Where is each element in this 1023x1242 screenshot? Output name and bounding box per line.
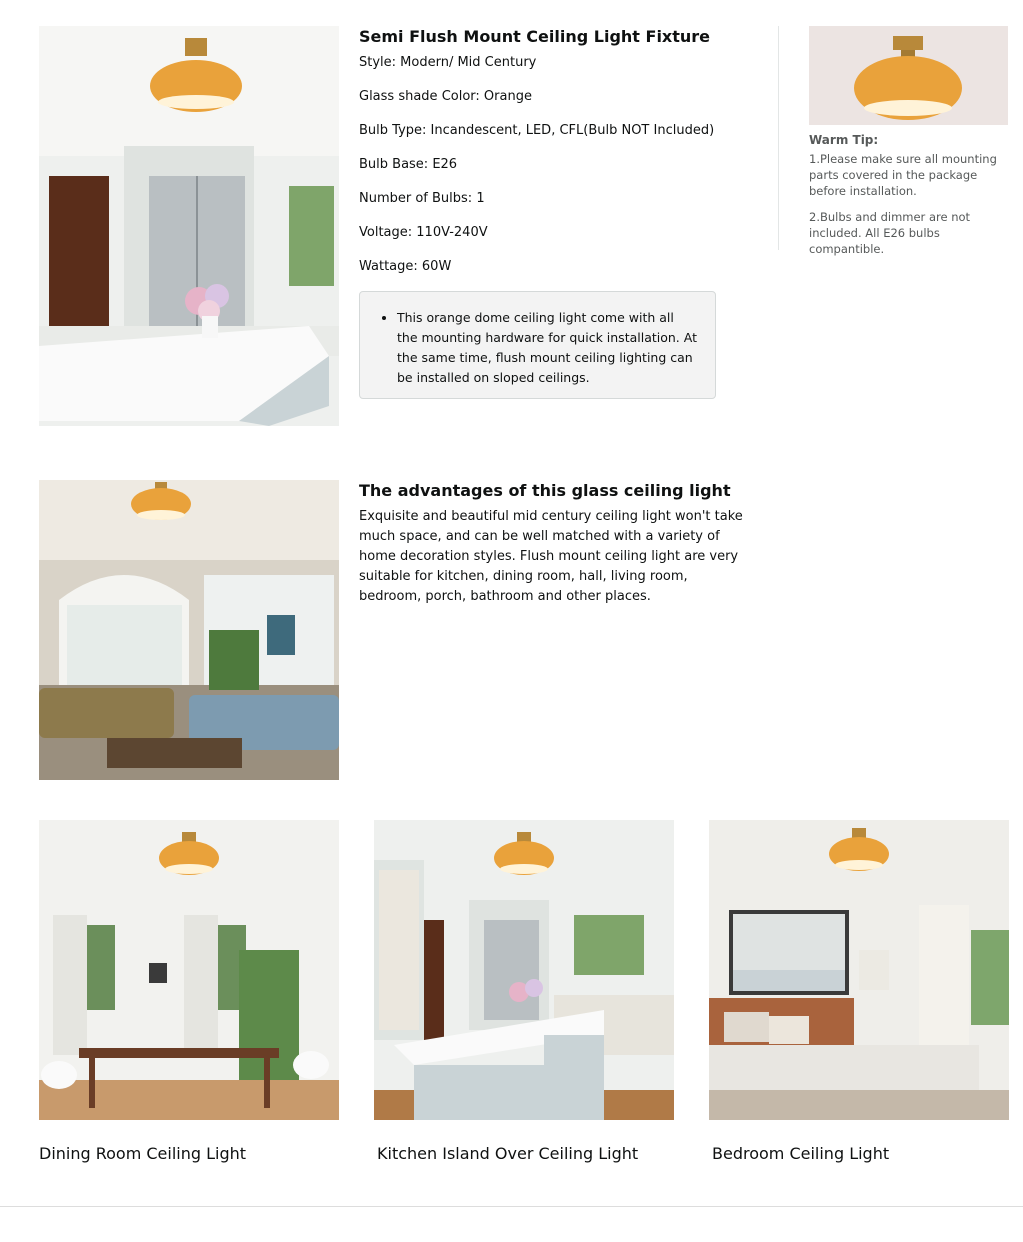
feature-bullet-box [359,291,716,399]
light-fixture-thumbnail [809,26,1008,125]
spec-shade-color: Glass shade Color: Orange [359,89,532,104]
feature-bullet-item: • This orange dome ceiling light come with all the mounting hardware for quick installation. At the same time, flush mount ceiling lighting can be installed on sloped ceilings. [397,308,697,388]
spec-voltage: Voltage: 110V-240V [359,225,488,240]
advantages-title: The advantages of this glass ceiling light [359,481,731,500]
bedroom-photo [709,820,1009,1120]
spec-style: Style: Modern/ Mid Century [359,55,537,70]
living-room-photo [39,480,339,780]
advantages-description: Exquisite and beautiful mid century ceiling light won't take much space, and can be well matched with a variety of home decoration styles. Flush mount ceiling light are very suitable for kitchen, dining room, hall, living room, bedroom, porch, bathroom and other places. [359,509,743,604]
kitchen-island-over-photo [374,820,674,1120]
caption-dining-room: Dining Room Ceiling Light [39,1144,247,1163]
warm-tip-item-1: 1.Please make sure all mounting parts covered in the package before installation. [809,152,997,198]
kitchen-island-photo [39,26,339,426]
warm-tip-title: Warm Tip: [809,133,879,147]
product-title: Semi Flush Mount Ceiling Light Fixture [359,27,711,46]
dining-room-photo [39,820,339,1120]
spec-bulb-type: Bulb Type: Incandescent, LED, CFL(Bulb NOT Included) [359,123,715,138]
caption-kitchen-island: Kitchen Island Over Ceiling Light [377,1144,639,1163]
warm-tip-item-2: 2.Bulbs and dimmer are not included. All E26 bulbs compantible. [809,210,971,256]
spec-number-of-bulbs: Number of Bulbs: 1 [359,191,485,206]
feature-bullet-list [360,292,715,388]
bottom-divider [0,1206,1023,1207]
spec-bulb-base: Bulb Base: E26 [359,157,458,172]
vertical-divider [778,26,779,250]
spec-wattage: Wattage: 60W [359,259,452,274]
caption-bedroom: Bedroom Ceiling Light [712,1144,890,1163]
